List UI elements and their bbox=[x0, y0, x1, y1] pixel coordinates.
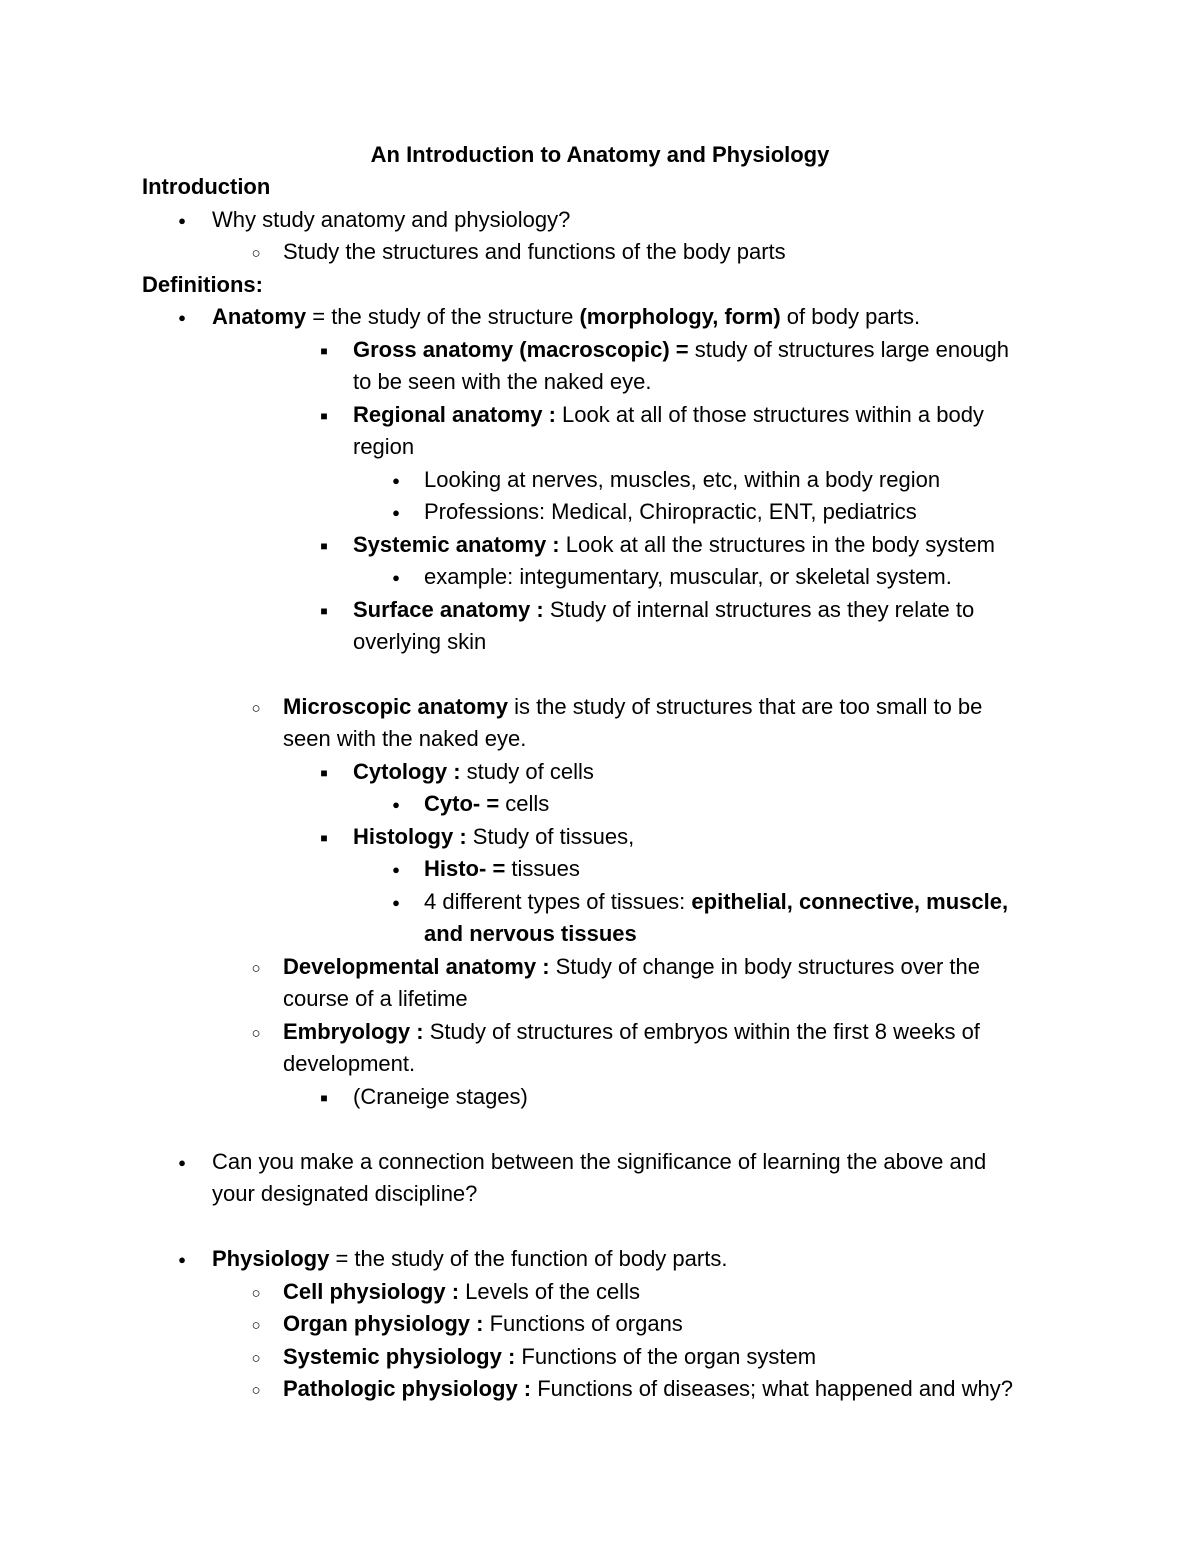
histology-line bbox=[353, 821, 634, 853]
cytology-line bbox=[353, 756, 594, 788]
physiology-item-term: Organ physiology : bbox=[283, 1311, 484, 1336]
anatomy-eq: = the study of the structure bbox=[306, 304, 580, 329]
surface-anatomy-line2: overlying skin bbox=[353, 629, 487, 654]
microscopic-anatomy-line2: seen with the naked eye. bbox=[283, 726, 527, 751]
embryology-line2: development. bbox=[283, 1051, 416, 1076]
developmental-anatomy-line2: course of a lifetime bbox=[283, 986, 468, 1011]
microscopic-anatomy-text: is the study of structures that are too small to be bbox=[507, 694, 983, 719]
bullet-square-icon bbox=[312, 529, 336, 562]
bullet-square-icon bbox=[312, 399, 336, 432]
bullet-square-icon bbox=[312, 756, 336, 789]
regional-sub-item: Professions: Medical, Chiropractic, ENT, pediatrics bbox=[424, 499, 917, 524]
bullet-disc-icon bbox=[170, 1243, 194, 1276]
histology-text: Study of tissues, bbox=[466, 824, 635, 849]
bullet-circle-icon bbox=[244, 951, 268, 985]
gross-anatomy-text: study of structures large enough bbox=[688, 337, 1010, 362]
surface-anatomy-term: Surface anatomy : bbox=[353, 597, 544, 622]
regional-anatomy-text: Look at all of those structures within a body bbox=[555, 402, 984, 427]
bullet-square-icon bbox=[312, 1081, 336, 1114]
connection-question-line2: your designated discipline? bbox=[212, 1181, 478, 1206]
bullet-circle-icon bbox=[244, 1341, 268, 1375]
physiology-item-text: Levels of the cells bbox=[459, 1279, 641, 1304]
physiology-item bbox=[283, 1373, 1013, 1405]
bullet-disc-icon bbox=[170, 204, 194, 237]
systemic-anatomy-text: Look at all the structures in the body system bbox=[559, 532, 995, 557]
microscopic-anatomy-line1 bbox=[283, 691, 982, 723]
histology-sub-item bbox=[424, 853, 580, 885]
bullet-disc-icon bbox=[384, 788, 408, 821]
gross-anatomy-line1 bbox=[353, 334, 1009, 366]
physiology-item-term: Pathologic physiology : bbox=[283, 1376, 532, 1401]
bullet-disc-icon bbox=[384, 464, 408, 497]
embryology-text: Study of structures of embryos within the first 8 weeks of bbox=[423, 1019, 980, 1044]
physiology-item-term: Cell physiology : bbox=[283, 1279, 460, 1304]
connection-question-line1: Can you make a connection between the significance of learning the above and bbox=[212, 1149, 987, 1174]
section-heading-introduction: Introduction bbox=[142, 174, 271, 199]
anatomy-definition bbox=[212, 301, 920, 333]
physiology-item-text: Functions of the organ system bbox=[515, 1344, 817, 1369]
regional-anatomy-line1 bbox=[353, 399, 984, 431]
intro-question: Why study anatomy and physiology? bbox=[212, 207, 571, 232]
physiology-item bbox=[283, 1276, 640, 1308]
tissue-types-bold: epithelial, connective, muscle, bbox=[691, 889, 1009, 914]
intro-answer: Study the structures and functions of the body parts bbox=[283, 239, 786, 264]
developmental-anatomy-line1 bbox=[283, 951, 980, 983]
anatomy-tail: of body parts. bbox=[780, 304, 921, 329]
bullet-circle-icon bbox=[244, 691, 268, 725]
tissue-types-line2: and nervous tissues bbox=[424, 921, 637, 946]
cytology-text: study of cells bbox=[460, 759, 594, 784]
section-heading-definitions: Definitions: bbox=[142, 272, 263, 297]
systemic-anatomy-term: Systemic anatomy : bbox=[353, 532, 560, 557]
regional-anatomy-term: Regional anatomy : bbox=[353, 402, 556, 427]
surface-anatomy-line1 bbox=[353, 594, 974, 626]
bullet-circle-icon bbox=[244, 1373, 268, 1407]
embryology-sub-item: (Craneige stages) bbox=[353, 1084, 528, 1109]
bullet-square-icon bbox=[312, 334, 336, 367]
physiology-text: = the study of the function of body parts. bbox=[329, 1246, 728, 1271]
physiology-item-term: Systemic physiology : bbox=[283, 1344, 516, 1369]
cyto-text: cells bbox=[499, 791, 550, 816]
surface-anatomy-text: Study of internal structures as they relate to bbox=[543, 597, 975, 622]
gross-anatomy-term: Gross anatomy (macroscopic) = bbox=[353, 337, 689, 362]
cyto-term: Cyto- = bbox=[424, 791, 500, 816]
bullet-square-icon bbox=[312, 821, 336, 854]
bullet-disc-icon bbox=[384, 496, 408, 529]
histology-term: Histology : bbox=[353, 824, 467, 849]
systemic-anatomy-line bbox=[353, 529, 995, 561]
tissue-types-line1 bbox=[424, 886, 1008, 918]
developmental-anatomy-term: Developmental anatomy : bbox=[283, 954, 550, 979]
microscopic-anatomy-term: Microscopic anatomy bbox=[283, 694, 508, 719]
tissue-types-text: 4 different types of tissues: bbox=[424, 889, 692, 914]
histo-text: tissues bbox=[505, 856, 580, 881]
gross-anatomy-line2: to be seen with the naked eye. bbox=[353, 369, 652, 394]
physiology-item-text: Functions of organs bbox=[483, 1311, 683, 1336]
cytology-sub-item bbox=[424, 788, 549, 820]
physiology-item bbox=[283, 1308, 683, 1340]
regional-sub-item: Looking at nerves, muscles, etc, within a body region bbox=[424, 467, 941, 492]
bullet-disc-icon bbox=[384, 561, 408, 594]
physiology-definition bbox=[212, 1243, 727, 1275]
histo-term: Histo- = bbox=[424, 856, 506, 881]
embryology-term: Embryology : bbox=[283, 1019, 424, 1044]
embryology-line1 bbox=[283, 1016, 980, 1048]
bullet-circle-icon bbox=[244, 1308, 268, 1342]
developmental-anatomy-text: Study of change in body structures over the bbox=[549, 954, 980, 979]
page-title: An Introduction to Anatomy and Physiology bbox=[370, 142, 830, 167]
anatomy-paren: (morphology, form) bbox=[579, 304, 781, 329]
bullet-disc-icon bbox=[170, 301, 194, 334]
physiology-item bbox=[283, 1341, 816, 1373]
cytology-term: Cytology : bbox=[353, 759, 461, 784]
physiology-item-text: Functions of diseases; what happened and why? bbox=[531, 1376, 1013, 1401]
systemic-sub-item: example: integumentary, muscular, or skeletal system. bbox=[424, 564, 952, 589]
bullet-circle-icon bbox=[244, 236, 268, 270]
regional-anatomy-line2: region bbox=[353, 434, 415, 459]
bullet-disc-icon bbox=[384, 853, 408, 886]
bullet-square-icon bbox=[312, 594, 336, 627]
bullet-disc-icon bbox=[170, 1146, 194, 1179]
bullet-disc-icon bbox=[384, 886, 408, 919]
physiology-term: Physiology bbox=[212, 1246, 330, 1271]
bullet-circle-icon bbox=[244, 1276, 268, 1310]
anatomy-term: Anatomy bbox=[212, 304, 307, 329]
bullet-circle-icon bbox=[244, 1016, 268, 1050]
